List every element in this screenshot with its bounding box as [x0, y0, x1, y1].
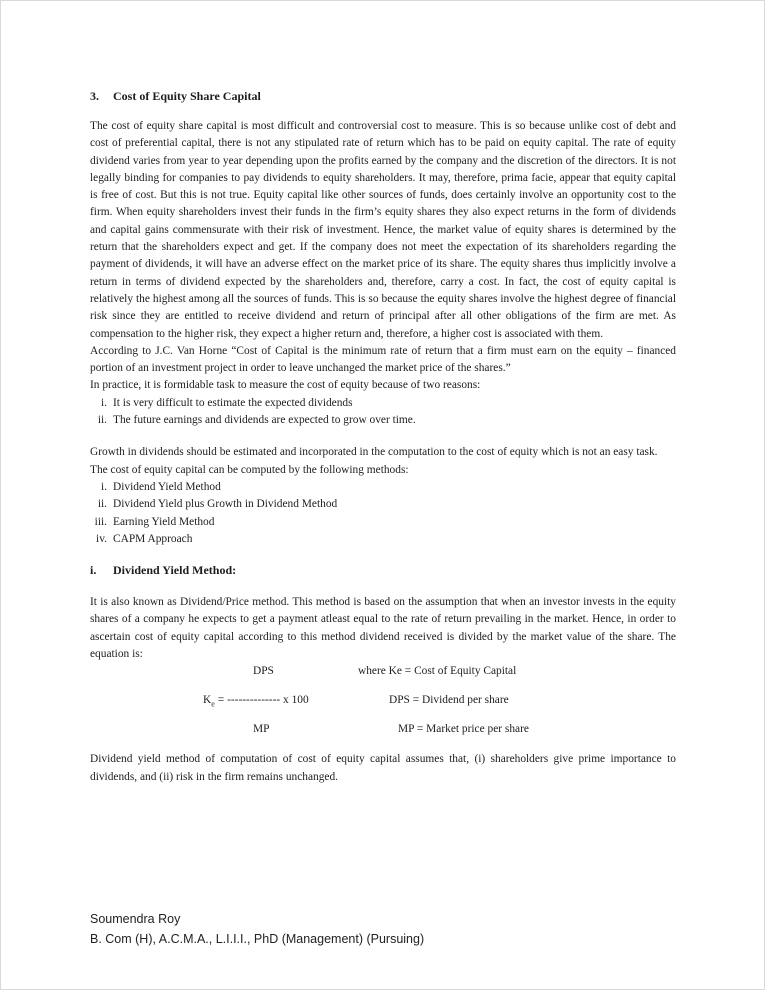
formula-equation: [203, 692, 309, 709]
dividend-yield-method-paragraph: It is also known as Dividend/Price method. This method is based on the assumption that when an investor invests in the equity shares of a company he expects to get a payment atleast equal to the rate of return prevailing in the market. Hence, in order to ascertain cost of equity capital according to this method dividend received is divided by the market value of the share. The equation is:: [90, 596, 676, 661]
van-horne-quote-paragraph: According to J.C. Van Horne “Cost of Capital is the minimum rate of return that a firm must earn on the equity – financed portion of an investment project in order to leave unchanged the market price of the shares.”: [90, 344, 676, 375]
list-item-text: It is very difficult to estimate the expected dividends: [113, 396, 353, 409]
subsection-title: Dividend Yield Method:: [113, 563, 237, 578]
formula-lhs-base: K: [203, 694, 212, 707]
list-item-text: Dividend Yield Method: [113, 480, 221, 493]
list-item-text: Dividend Yield plus Growth in Dividend Method: [113, 498, 338, 511]
list-marker: i.: [100, 480, 107, 493]
list-item-text: The future earnings and dividends are expected to grow over time.: [113, 414, 416, 427]
list-item: [90, 395, 676, 412]
list-item: [90, 514, 676, 531]
methods-list: [90, 479, 676, 548]
subsection-number: i.: [90, 563, 97, 578]
growth-paragraph: Growth in dividends should be estimated and incorporated in the computation to the cost of equity which is not an easy task.: [90, 446, 658, 459]
author-footer: [90, 909, 676, 949]
list-item: [90, 496, 676, 513]
formula-row-numerator: [90, 663, 676, 680]
formula-row-denominator: [90, 721, 676, 738]
list-item-text: Earning Yield Method: [113, 515, 215, 528]
section-title: Cost of Equity Share Capital: [113, 89, 261, 103]
section-heading: [90, 88, 676, 105]
list-item: [90, 479, 676, 496]
formula-lhs-subscript: e: [211, 699, 215, 709]
formula-legend-dps: DPS = Dividend per share: [389, 694, 509, 707]
list-item: [90, 531, 676, 548]
list-marker: iv.: [96, 532, 107, 545]
ke-formula-block: [90, 663, 676, 738]
formula-numerator: DPS: [253, 665, 274, 678]
list-marker: iii.: [94, 515, 107, 528]
dividend-yield-method-heading: [90, 562, 676, 579]
list-marker: ii.: [97, 498, 107, 511]
formula-row-equation: [90, 692, 676, 709]
reasons-list: [90, 395, 676, 430]
in-practice-line: In practice, it is formidable task to measure the cost of equity because of two reasons:: [90, 379, 481, 392]
list-marker: i.: [100, 396, 107, 409]
author-name: Soumendra Roy: [90, 912, 181, 926]
list-item: [90, 412, 676, 429]
formula-rhs: = -------------- x 100: [217, 694, 309, 707]
formula-legend-ke: where Ke = Cost of Equity Capital: [358, 665, 517, 678]
section-number: 3.: [90, 89, 99, 103]
intro-paragraph: The cost of equity share capital is most difficult and controversial cost to measure. This is so because unlike cost of debt and cost of preferential capital, there is not any stipulated rate of return which has to be paid on equity capital. The rate of equity dividend varies from year to year depending upon the profits earned by the company and the discretion of the directors. It is not legally binding for companies to pay dividends to equity shareholders. It may, therefore, prima facie, appear that equity capital is free of cost. But this is not true. Equity capital like other sources of funds, does certainly involve an opportunity cost to the firm. When equity shareholders invest their funds in the firm’s equity shares they also expect returns in the form of dividends and capital gains commensurate with their risk of investment. Hence, the market value of equity shares is determined by the return that the shareholders expect and get. If the company does not meet the expectation of its shareholders regarding the payment of dividends, it will have an adverse effect on the market price of its share. The equity shares thus implicitly involve a return in terms of dividend expected by the shareholders and, therefore, carry a cost. In fact, the cost of equity capital is relatively the highest among all the sources of funds. This is so because the equity shares involve the highest degree of financial risk since they are entitled to receive dividend and return of principal after all other obligations of the firm are met. As compensation to the higher risk, they expect a higher return and, therefore, a higher cost is associated with them.: [90, 120, 676, 340]
list-item-text: CAPM Approach: [113, 532, 193, 545]
methods-intro-line: The cost of equity capital can be computed by the following methods:: [90, 463, 409, 476]
conclusion-paragraph: Dividend yield method of computation of cost of equity capital assumes that, (i) shareholders give prime importance to dividends, and (ii) risk in the firm remains unchanged.: [90, 753, 676, 783]
document-content: [90, 88, 676, 786]
formula-denominator: MP: [253, 723, 270, 736]
list-marker: ii.: [97, 414, 107, 427]
author-credentials: B. Com (H), A.C.M.A., L.I.I.I., PhD (Management) (Pursuing): [90, 932, 425, 946]
formula-legend-mp: MP = Market price per share: [398, 723, 529, 736]
